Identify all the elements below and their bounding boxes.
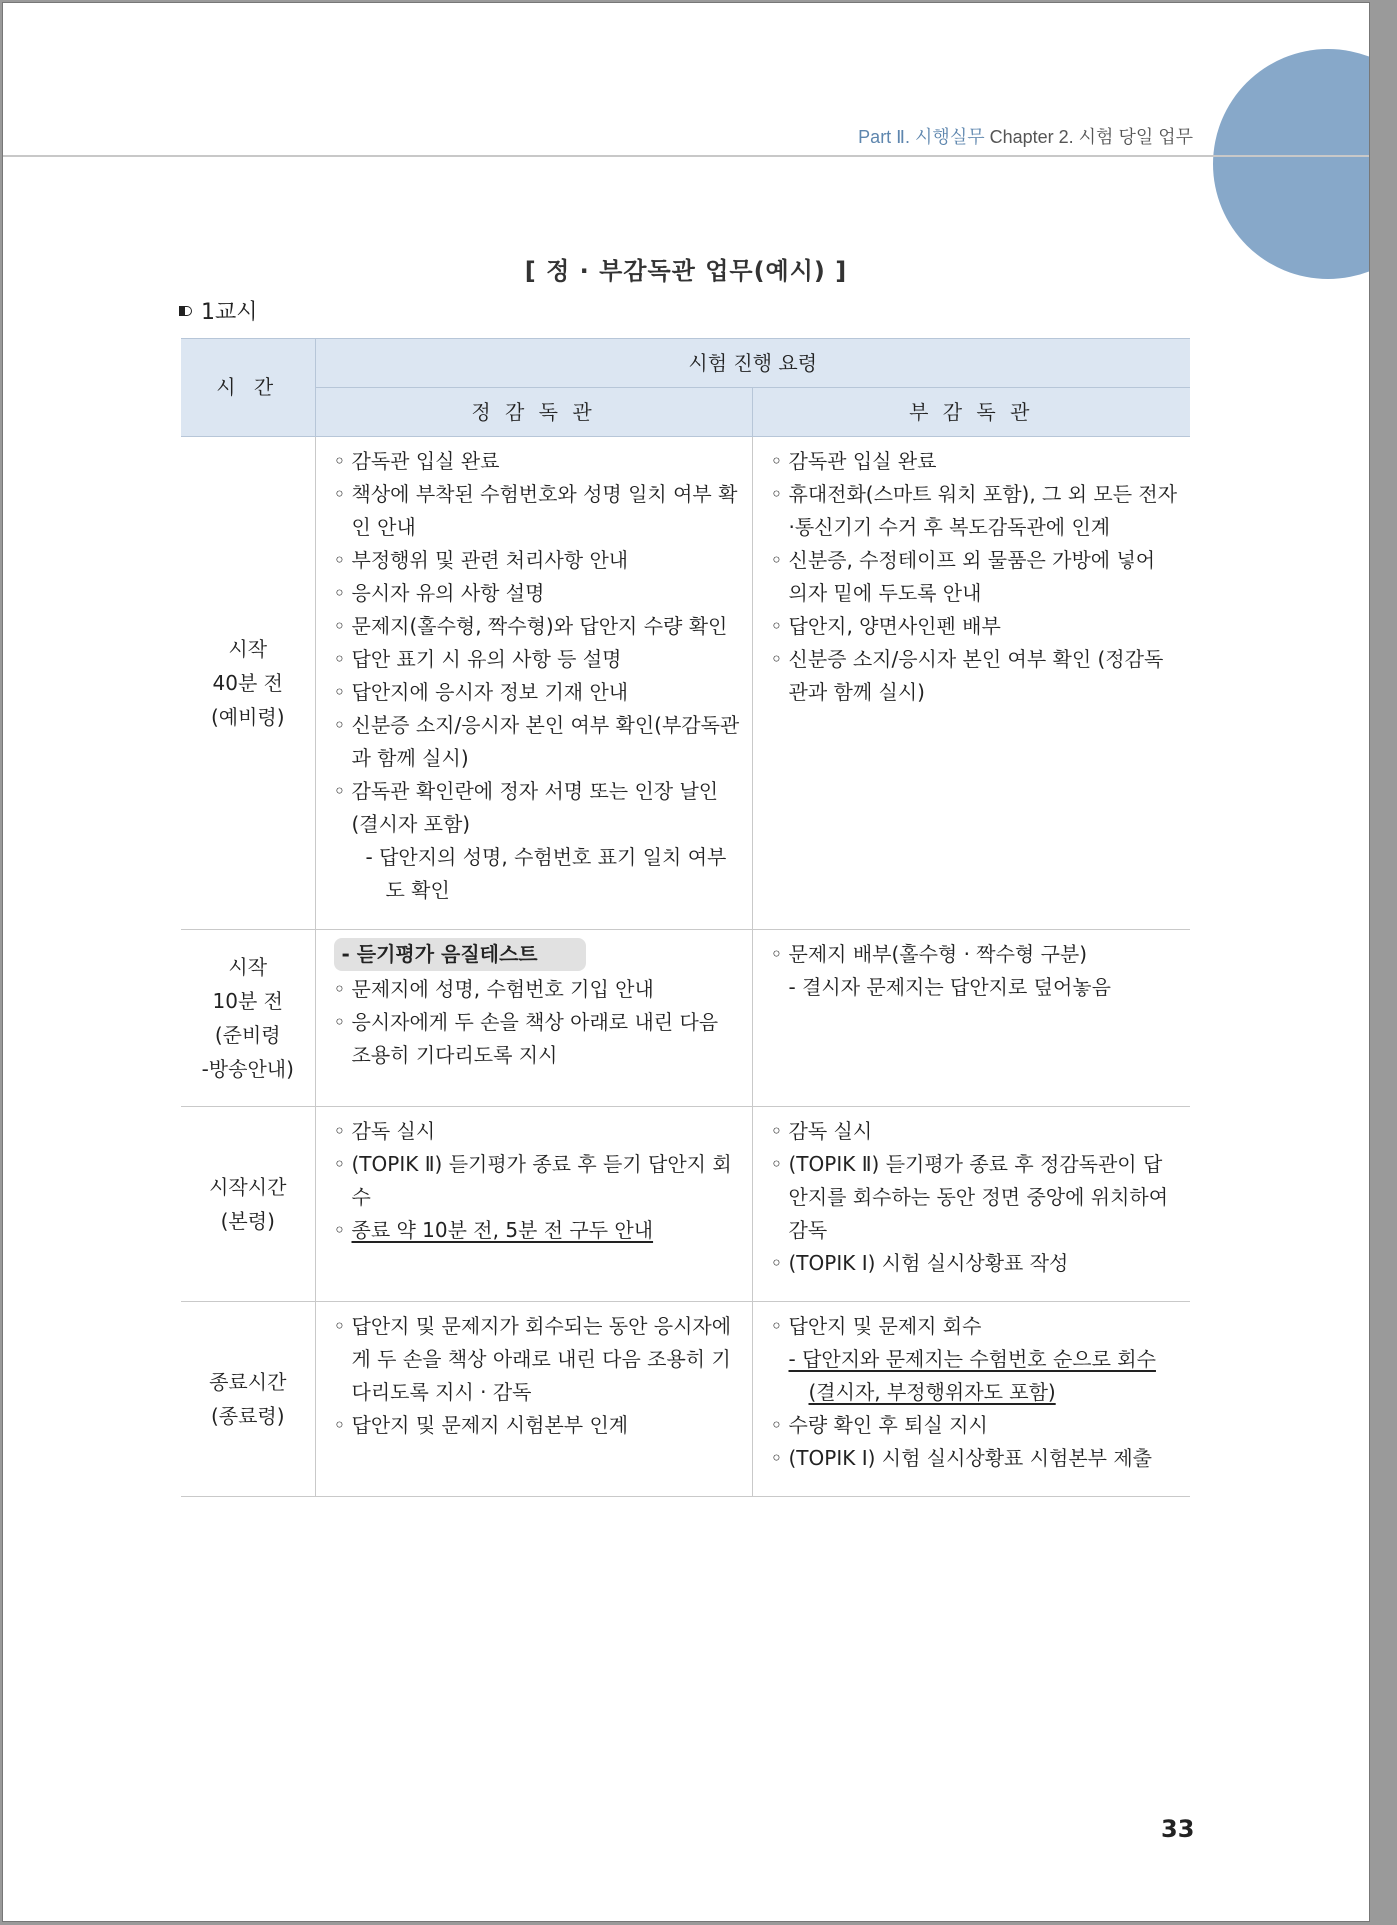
underlined-text: - 답안지와 문제지는 수험번호 순으로 회수 (결시자, 부정행위자도 포함) xyxy=(788,1347,1156,1404)
main-supervisor-cell xyxy=(315,1107,752,1302)
time-line: 40분 전 xyxy=(212,671,283,695)
main-supervisor-cell xyxy=(315,930,752,1107)
time-line: 시작 xyxy=(228,637,268,661)
session-heading xyxy=(179,295,258,326)
list-item: ◦ 답안 표기 시 유의 사항 등 설명 xyxy=(334,643,740,676)
list-item: ◦ 신분증, 수정테이프 외 물품은 가방에 넣어 의자 밑에 두도록 안내 xyxy=(771,544,1179,610)
time-line: 시작시간 xyxy=(209,1175,287,1199)
time-line: 10분 전 xyxy=(212,989,283,1013)
list-item: ◦ 문제지(홀수형, 짝수형)와 답안지 수량 확인 xyxy=(334,610,740,643)
list-item: ◦ 감독 실시 xyxy=(771,1115,1179,1148)
list-item: ◦ 답안지, 양면사인펜 배부 xyxy=(771,610,1179,643)
time-line: (준비령 xyxy=(214,1023,281,1047)
list-item: ◦ 답안지 및 문제지가 회수되는 동안 응시자에게 두 손을 책상 아래로 내린 다음 조용히 기다리도록 지시 · 감독 xyxy=(334,1310,740,1409)
list-item: ◦ (TOPIK Ⅱ) 듣기평가 종료 후 정감독관이 답안지를 회수하는 동안 정면 중앙에 위치하여 감독 xyxy=(771,1148,1179,1247)
sub-list-item: - 결시자 문제지는 답안지로 덮어놓음 xyxy=(788,975,1111,999)
time-cell xyxy=(181,437,315,930)
supervision-table xyxy=(181,338,1190,1497)
sub-supervisor-cell xyxy=(752,437,1190,930)
list-item: ◦ 답안지 및 문제지 시험본부 인계 xyxy=(334,1409,740,1442)
list-item: ◦ 신분증 소지/응시자 본인 여부 확인(부감독관과 함께 실시) xyxy=(334,709,740,775)
header-chapter: Chapter 2. 시험 당일 업무 xyxy=(984,127,1193,147)
running-header xyxy=(858,123,1193,149)
underlined-text: 종료 약 10분 전, 5분 전 구두 안내 xyxy=(351,1218,654,1242)
list-item: ◦ 문제지 배부(홀수형 · 짝수형 구분) xyxy=(771,938,1179,971)
table-row xyxy=(181,437,1190,930)
list-item: ◦ (TOPIK Ⅰ) 시험 실시상황표 작성 xyxy=(771,1247,1179,1280)
document-title: [ 정 · 부감독관 업무(예시) ] xyxy=(524,257,848,285)
table-row xyxy=(181,1302,1190,1497)
list-item: ◦ 답안지에 응시자 정보 기재 안내 xyxy=(334,676,740,709)
time-line: (종료령) xyxy=(210,1404,285,1428)
column-header-group: 시험 진행 요령 xyxy=(315,339,1190,388)
page-number: 33 xyxy=(1161,1815,1195,1843)
column-header-time: 시 간 xyxy=(181,339,315,437)
column-header-main: 정 감 독 관 xyxy=(315,388,752,437)
list-item: ◦ (TOPIK Ⅰ) 시험 실시상황표 시험본부 제출 xyxy=(771,1442,1179,1475)
session-label: 1교시 xyxy=(201,300,258,325)
time-cell xyxy=(181,930,315,1107)
list-item: ◦ 수량 확인 후 퇴실 지시 xyxy=(771,1409,1179,1442)
list-item: ◦ 부정행위 및 관련 처리사항 안내 xyxy=(334,544,740,577)
main-supervisor-cell xyxy=(315,437,752,930)
list-item: ◦ 감독관 확인란에 정자 서명 또는 인장 날인 (결시자 포함) xyxy=(334,775,740,841)
document-page xyxy=(2,2,1370,1922)
time-cell xyxy=(181,1302,315,1497)
header-divider xyxy=(3,155,1369,157)
list-item: ◦ (TOPIK Ⅱ) 듣기평가 종료 후 듣기 답안지 회수 xyxy=(334,1148,740,1214)
time-line: 시작 xyxy=(228,955,268,979)
list-item: ◦ 감독관 입실 완료 xyxy=(771,445,1179,478)
table-row xyxy=(181,1107,1190,1302)
column-header-sub: 부 감 독 관 xyxy=(752,388,1190,437)
list-item: ◦ 응시자 유의 사항 설명 xyxy=(334,577,740,610)
list-item: ◦ 휴대전화(스마트 워치 포함), 그 외 모든 전자·통신기기 수거 후 복도감독관에 인계 xyxy=(771,478,1179,544)
list-item xyxy=(334,1214,740,1247)
list-item: ◦ 문제지에 성명, 수험번호 기입 안내 xyxy=(334,973,740,1006)
time-cell xyxy=(181,1107,315,1302)
list-item: ◦ 감독관 입실 완료 xyxy=(334,445,740,478)
bullet-icon xyxy=(179,305,193,317)
sub-list-item: - 답안지의 성명, 수험번호 표기 일치 여부도 확인 xyxy=(365,845,727,902)
sub-supervisor-cell xyxy=(752,930,1190,1107)
time-line: (예비령) xyxy=(210,705,285,729)
list-item: ◦ 답안지 및 문제지 회수 xyxy=(771,1310,1179,1343)
list-item: ◦ 책상에 부착된 수험번호와 성명 일치 여부 확인 안내 xyxy=(334,478,740,544)
sub-list-item xyxy=(771,1343,1179,1409)
main-supervisor-cell xyxy=(315,1302,752,1497)
header-part: Part Ⅱ. 시행실무 xyxy=(858,127,985,147)
table-row xyxy=(181,930,1190,1107)
list-item: ◦ 신분증 소지/응시자 본인 여부 확인 (정감독관과 함께 실시) xyxy=(771,643,1179,709)
list-item: ◦ 응시자에게 두 손을 책상 아래로 내린 다음 조용히 기다리도록 지시 xyxy=(334,1006,740,1072)
time-line: -방송안내) xyxy=(201,1057,294,1081)
sub-supervisor-cell xyxy=(752,1107,1190,1302)
time-line: 종료시간 xyxy=(209,1370,287,1394)
time-line: (본령) xyxy=(220,1209,275,1233)
sound-test-highlight: - 듣기평가 음질테스트 xyxy=(334,938,586,971)
sub-supervisor-cell xyxy=(752,1302,1190,1497)
list-item: ◦ 감독 실시 xyxy=(334,1115,740,1148)
decorative-circle xyxy=(1213,49,1370,279)
